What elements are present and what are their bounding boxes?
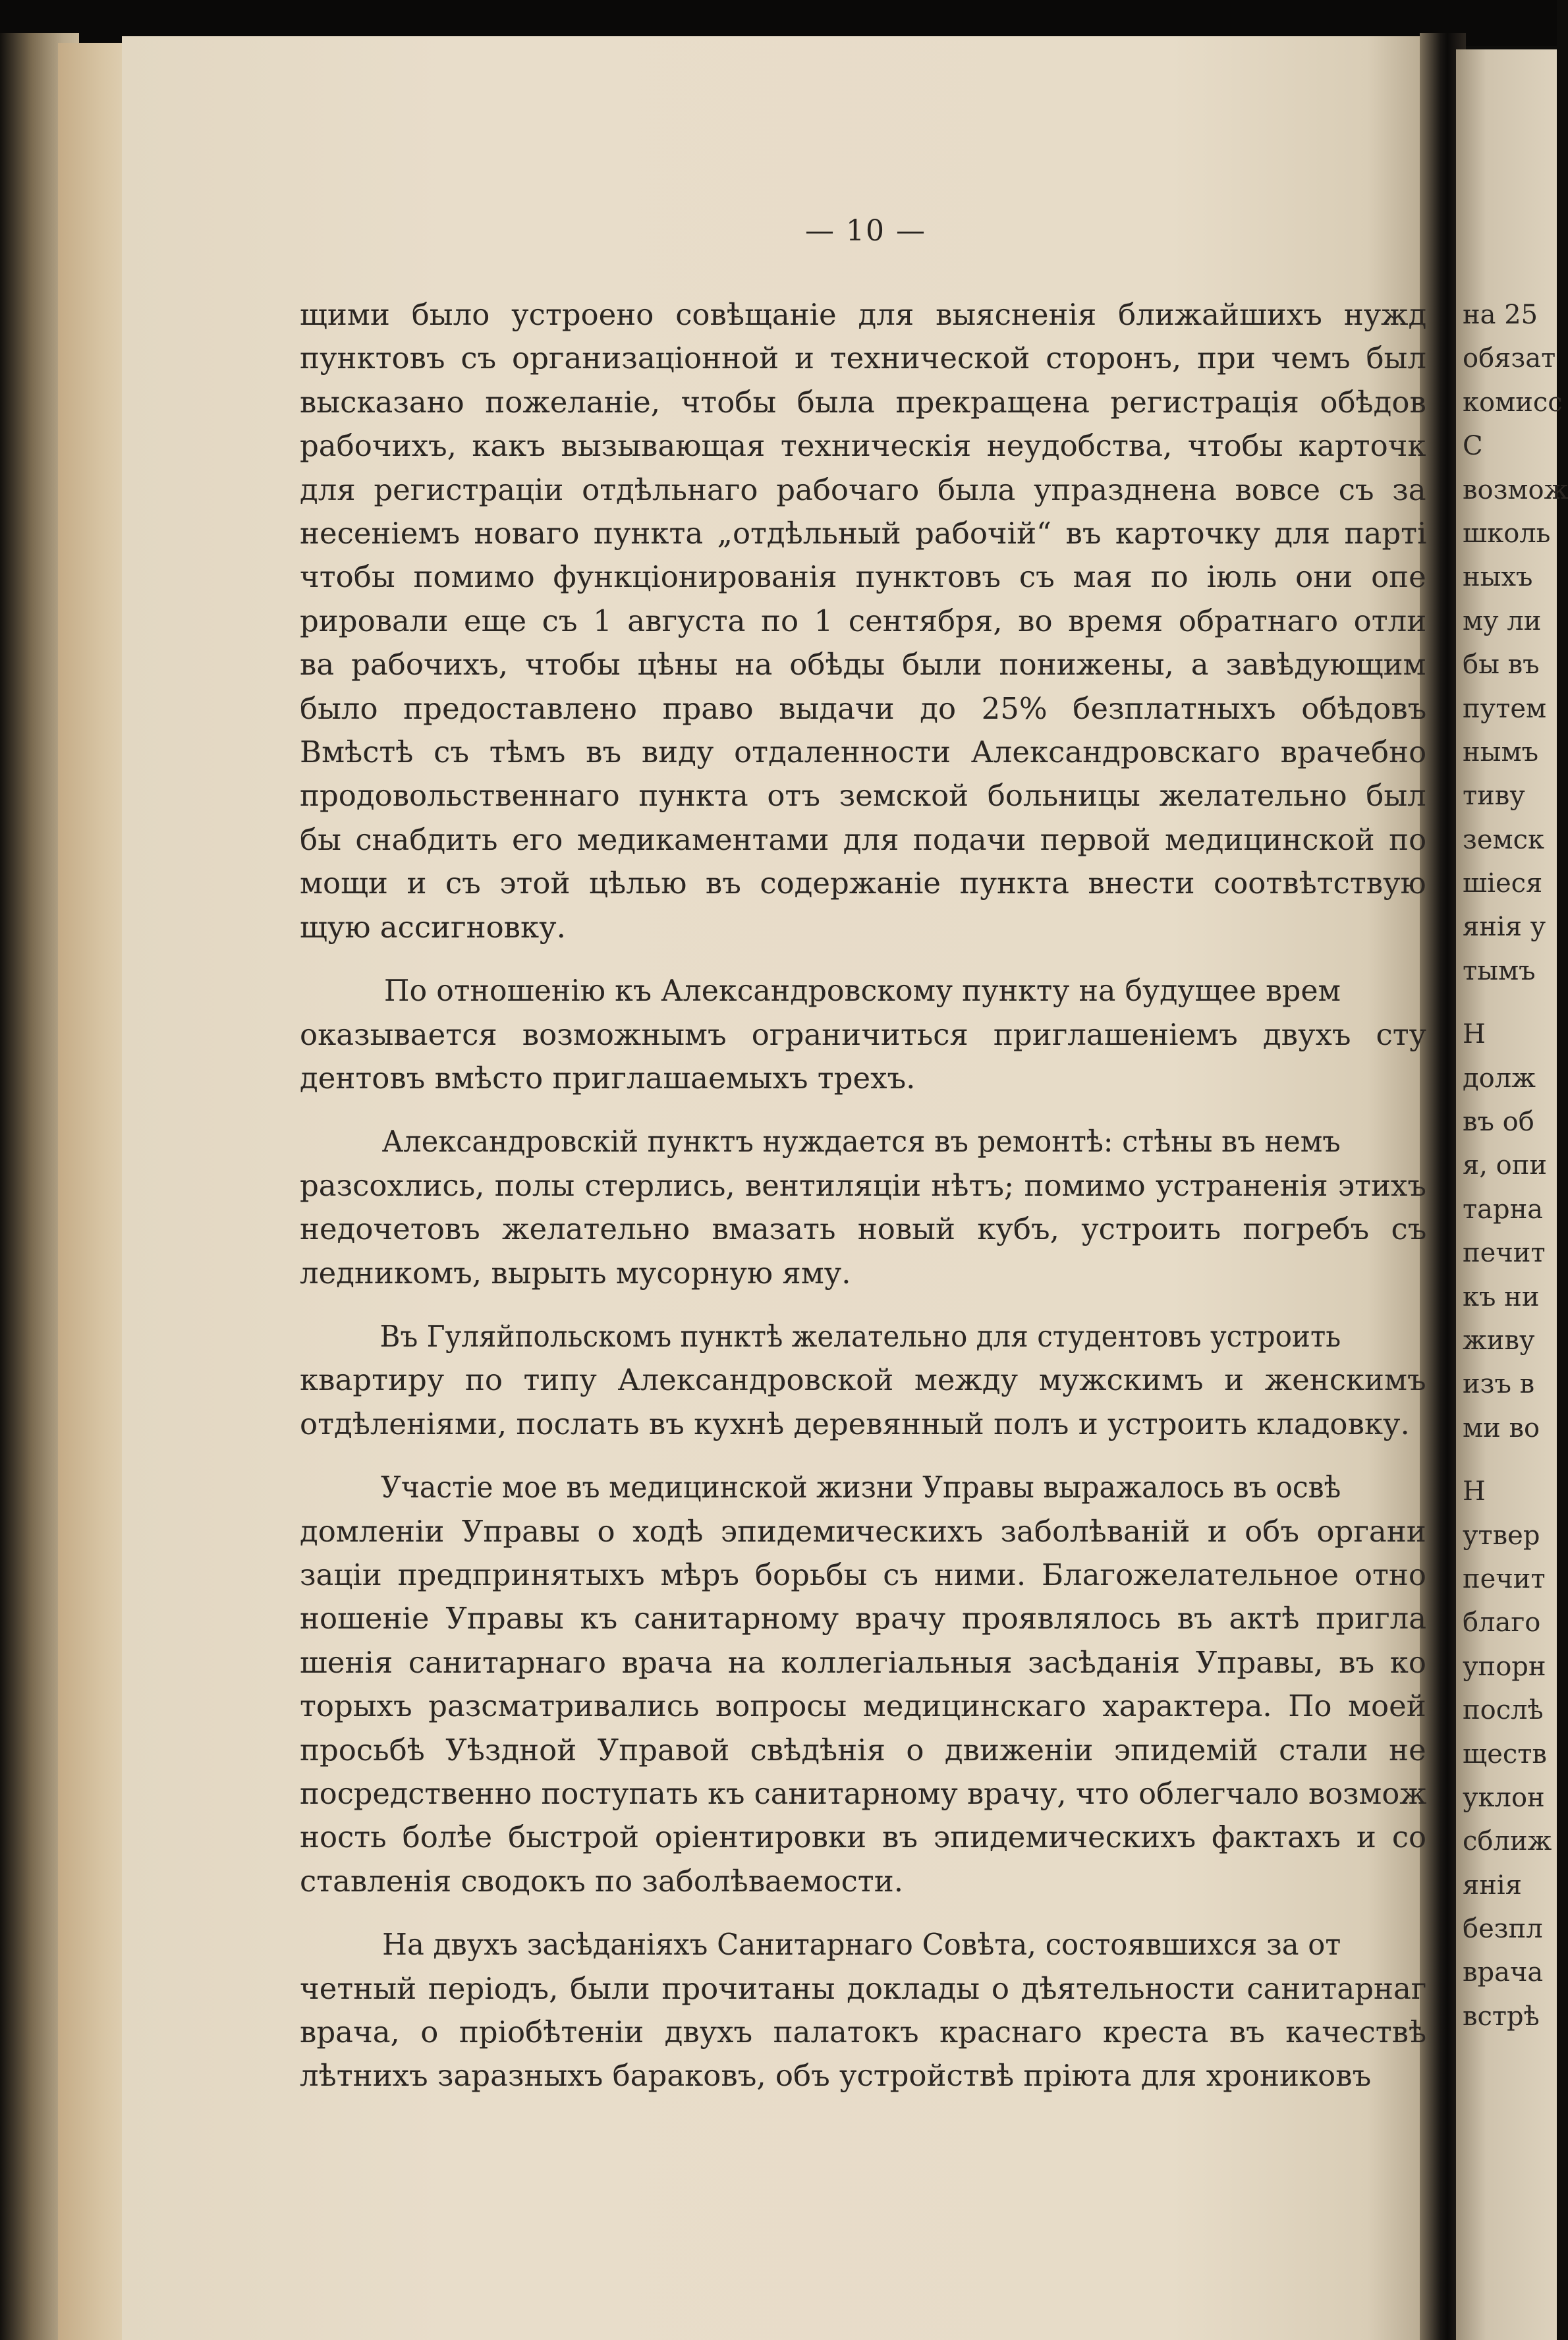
right-page-fragment: врача (1463, 1957, 1544, 1988)
right-page-fragment: бы въ (1463, 650, 1540, 681)
text-line: пунктовъ съ организаціонной и технической сторонъ, при чемъ был (300, 341, 1426, 376)
right-page-fragment: школь (1463, 518, 1551, 549)
text-line: Участіе мое въ медицинской жизни Управы выражалось въ освѣ (380, 1470, 1341, 1505)
right-page-fragment: въ об (1463, 1107, 1534, 1138)
text-line: чтобы помимо функціонированія пунктовъ съ мая по іюль они опе (300, 559, 1426, 595)
text-line: недочетовъ желательно вмазать новый кубъ, устроить погребъ съ (300, 1212, 1427, 1247)
text-line: посредственно поступать къ санитарному врачу, что облегчало возмож (300, 1776, 1427, 1811)
text-line: ность болѣе быстрой оріентировки въ эпидемическихъ фактахъ и со (300, 1820, 1427, 1855)
right-page-fragment: встрѣ (1463, 2001, 1540, 2032)
text-line: разсохлись, полы стерлись, вентиляціи нѣтъ; помимо устраненія этихъ (300, 1167, 1427, 1203)
right-page-fragment: шіеся (1463, 868, 1543, 899)
text-line: отдѣленіями, послать въ кухнѣ деревянный полъ и устроить кладовку. (300, 1406, 1410, 1441)
text-line: бы снабдить его медикаментами для подачи первой медицинской по (300, 822, 1427, 857)
text-line: высказано пожеланіе, чтобы была прекращена регистрація обѣдов (300, 384, 1426, 420)
right-page-fragment: ныхъ (1463, 562, 1533, 593)
right-page-fragment: обязат (1463, 343, 1556, 374)
right-page-fragment: путем (1463, 693, 1547, 724)
right-page-fragment: къ ни (1463, 1281, 1540, 1312)
text-line: домленіи Управы о ходѣ эпидемическихъ заболѣваній и объ органи (300, 1513, 1426, 1549)
text-line: заціи предпринятыхъ мѣръ борьбы съ ними. Благожелательное отно (300, 1557, 1426, 1592)
right-page-fragment: тиву (1463, 781, 1525, 812)
right-page-fragment: я, опи (1463, 1150, 1548, 1181)
paragraph-5 (300, 1466, 1426, 1903)
right-page-fragment (1463, 993, 1557, 1013)
text-line: несеніемъ новаго пункта „отдѣльный рабочій“ въ карточку для парті (300, 516, 1427, 551)
text-line: ва рабочихъ, чтобы цѣны на обѣды были понижены, а завѣдующим (300, 647, 1426, 682)
right-page-fragment: живу (1463, 1325, 1535, 1356)
right-page-text-fragments (1463, 293, 1568, 2038)
text-line: Въ Гуляйпольскомъ пунктѣ желательно для студентовъ устроить (379, 1318, 1341, 1354)
text-line: Вмѣстѣ съ тѣмъ въ виду отдаленности Александровскаго врачебно (300, 735, 1427, 770)
paragraph-2 (300, 969, 1426, 1100)
right-page-fragment: ми во (1463, 1412, 1540, 1443)
right-page-fragment: тымъ (1463, 955, 1536, 986)
right-page-fragment: утвер (1463, 1520, 1540, 1551)
paragraph-1 (300, 293, 1426, 949)
text-line: просьбѣ Уѣздной Управой свѣдѣнія о движеніи эпидемій стали не (300, 1732, 1426, 1768)
text-line: По отношенію къ Александровскому пункту на будущее врем (383, 973, 1341, 1009)
page-number: — 10 — (805, 214, 926, 248)
right-page-fragment: му ли (1463, 605, 1542, 636)
right-page-fragment: благо (1463, 1607, 1541, 1638)
right-page-fragment: уклон (1463, 1782, 1545, 1813)
right-page-fragment: земск (1463, 824, 1545, 855)
text-line: лѣтнихъ заразныхъ бараковъ, объ устройствѣ пріюта для хрониковъ (300, 2058, 1372, 2094)
right-page-fragment: изъ в (1463, 1369, 1535, 1400)
right-page-fragment: долж (1463, 1063, 1536, 1094)
paragraph-3 (300, 1120, 1426, 1295)
text-line: для регистраціи отдѣльнаго рабочаго была упразднена вовсе съ за (300, 472, 1426, 507)
paragraph-6 (300, 1923, 1426, 2098)
text-line: квартиру по типу Александровской между мужскимъ и женскимъ (300, 1362, 1426, 1398)
right-page-fragment: ществ (1463, 1739, 1547, 1769)
text-line: четный періодъ, были прочитаны доклады о дѣятельности санитарнаг (300, 1970, 1427, 2006)
right-page-fragment: на 25 (1463, 300, 1538, 330)
text-line: ставленія сводокъ по заболѣваемости. (300, 1863, 903, 1899)
right-page-fragment: комисс (1463, 387, 1563, 418)
main-text-block (300, 293, 1426, 2270)
text-line: щую ассигновку. (300, 909, 566, 945)
right-page-fragment: безпл (1463, 1914, 1543, 1945)
text-line: Александровскій пунктъ нуждается въ ремонтѣ: стѣны въ немъ (381, 1124, 1341, 1159)
text-line: рировали еще съ 1 августа по 1 сентября, во время обратнаго отли (300, 603, 1427, 638)
text-line: рабочихъ, какъ вызывающая техническія неудобства, чтобы карточк (300, 428, 1426, 464)
right-page-fragment: янія (1463, 1870, 1522, 1901)
text-line: было предоставлено право выдачи до 25% безплатныхъ обѣдовъ (300, 690, 1427, 726)
text-line: врача, о пріобѣтеніи двухъ палатокъ краснаго креста въ качествѣ (300, 2015, 1427, 2050)
text-line: мощи и съ этой цѣлью въ содержаніе пункта внести соотвѣтствую (300, 866, 1426, 901)
text-line: шенія санитарнаго врача на коллегіальныя засѣданія Управы, въ ко (300, 1644, 1427, 1680)
right-page-fragment: нымъ (1463, 737, 1539, 767)
right-page-fragment: возмож (1463, 474, 1568, 505)
right-page-fragment (1463, 1450, 1557, 1470)
right-page-fragment: Н (1463, 1476, 1486, 1507)
text-line: щими было устроено совѣщаніе для выясненія ближайшихъ нужд (300, 297, 1427, 332)
right-page-fragment: С (1463, 431, 1483, 462)
text-line: оказывается возможнымъ ограничиться приглашеніемъ двухъ сту (300, 1017, 1427, 1052)
text-line: ледникомъ, вырыть мусорную яму. (300, 1255, 851, 1291)
text-line: продовольственнаго пункта отъ земской больницы желательно был (300, 778, 1426, 814)
paragraph-4 (300, 1315, 1426, 1446)
right-page-fragment: янія у (1463, 912, 1546, 943)
right-page-fragment: тарна (1463, 1194, 1544, 1225)
right-page-fragment: послѣ (1463, 1695, 1544, 1726)
right-page-fragment: Н (1463, 1019, 1486, 1050)
right-page-fragment: сближ (1463, 1826, 1552, 1857)
text-line: ношеніе Управы къ санитарному врачу проявлялось въ актѣ пригла (300, 1601, 1427, 1636)
right-page-fragment: упорн (1463, 1651, 1546, 1682)
text-line: дентовъ вмѣсто приглашаемыхъ трехъ. (300, 1060, 916, 1096)
text-line: торыхъ разсматривались вопросы медицинскаго характера. По моей (300, 1688, 1426, 1724)
text-line: На двухъ засѣданіяхъ Санитарнаго Совѣта, состоявшихся за от (382, 1927, 1341, 1963)
right-page-fragment: печит (1463, 1563, 1546, 1594)
right-page-fragment: печит (1463, 1238, 1546, 1269)
